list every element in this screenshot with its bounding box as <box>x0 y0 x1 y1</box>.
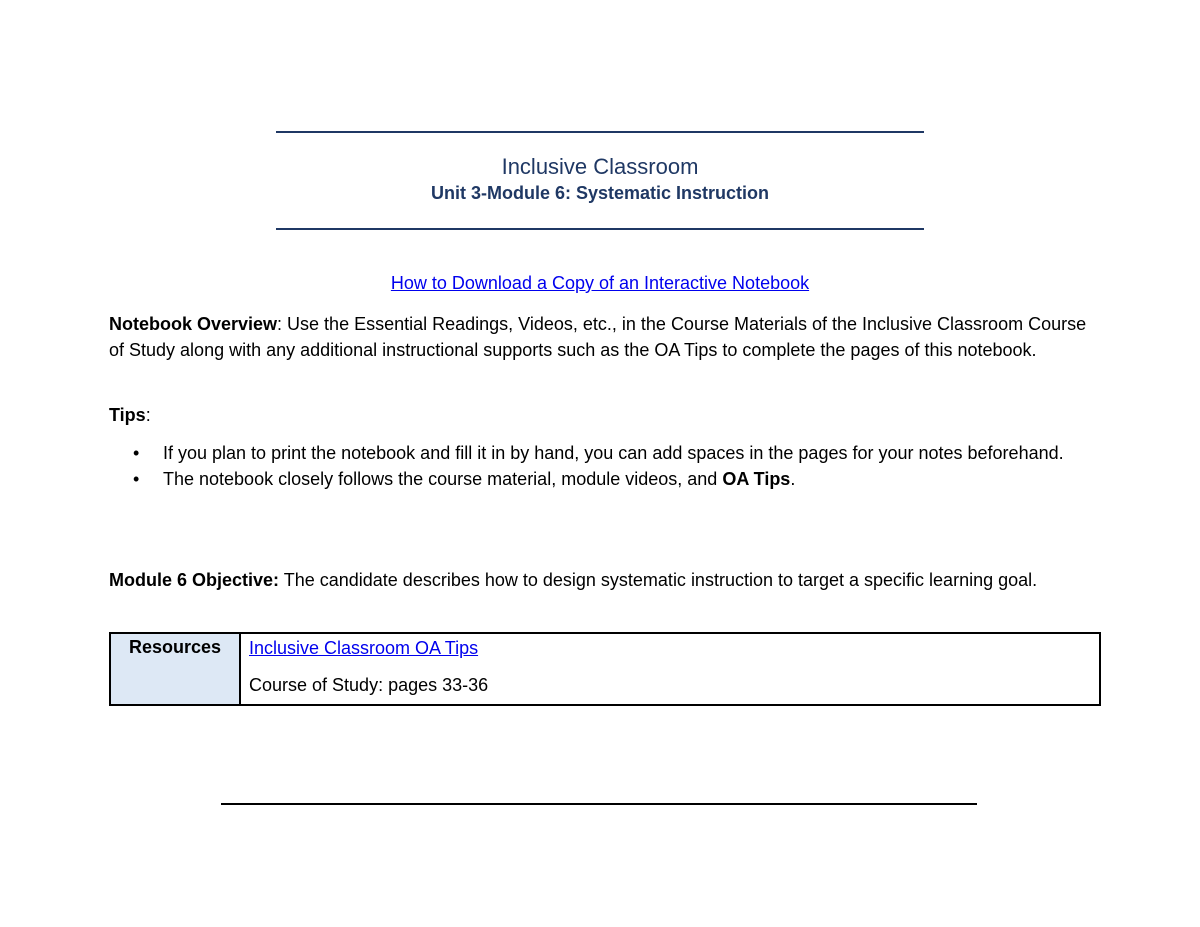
tip-text: If you plan to print the notebook and fill it in by hand, you can add spaces in the pages for your notes beforehand. <box>163 443 1064 463</box>
header-bottom-rule <box>276 228 924 230</box>
list-item <box>109 440 1099 466</box>
tips-list <box>109 440 1099 492</box>
tip-text-end: . <box>790 469 796 489</box>
oa-tips-link[interactable]: Inclusive Classroom OA Tips <box>249 638 479 658</box>
module-objective <box>109 567 1099 593</box>
tips-label: Tips <box>109 405 146 425</box>
resources-content <box>240 633 1100 705</box>
bullet-icon: • <box>133 469 140 489</box>
tips-colon: : <box>145 405 151 425</box>
footer-rule <box>221 803 977 805</box>
resources-label: Resources <box>110 633 240 705</box>
course-of-study-pages: Course of Study: pages 33-36 <box>249 675 489 695</box>
overview-text: : Use the Essential Readings, Videos, etc., in the Course Materials of the Inclusive Classroom Course of Study along with any additional instructional supports such as the OA Tips to complete the pages of this notebook. <box>109 314 1087 360</box>
resources-table <box>109 632 1101 706</box>
page-title: Inclusive Classroom <box>501 154 699 179</box>
tips-heading <box>109 402 1099 428</box>
page-subtitle: Unit 3-Module 6: Systematic Instruction <box>430 183 770 203</box>
objective-label: Module 6 Objective: <box>109 570 280 590</box>
table-row <box>110 633 1100 705</box>
list-item <box>109 466 1099 492</box>
bullet-icon: • <box>133 443 140 463</box>
download-notebook-link[interactable]: How to Download a Copy of an Interactive Notebook <box>390 273 810 293</box>
tip-bold-text: OA Tips <box>722 469 791 489</box>
overview-label: Notebook Overview <box>109 314 278 334</box>
tip-text: The notebook closely follows the course material, module videos, and <box>163 469 723 489</box>
header-top-rule <box>276 131 924 133</box>
notebook-overview <box>109 311 1099 363</box>
objective-text: The candidate describes how to design systematic instruction to target a specific learning goal. <box>279 570 1038 590</box>
